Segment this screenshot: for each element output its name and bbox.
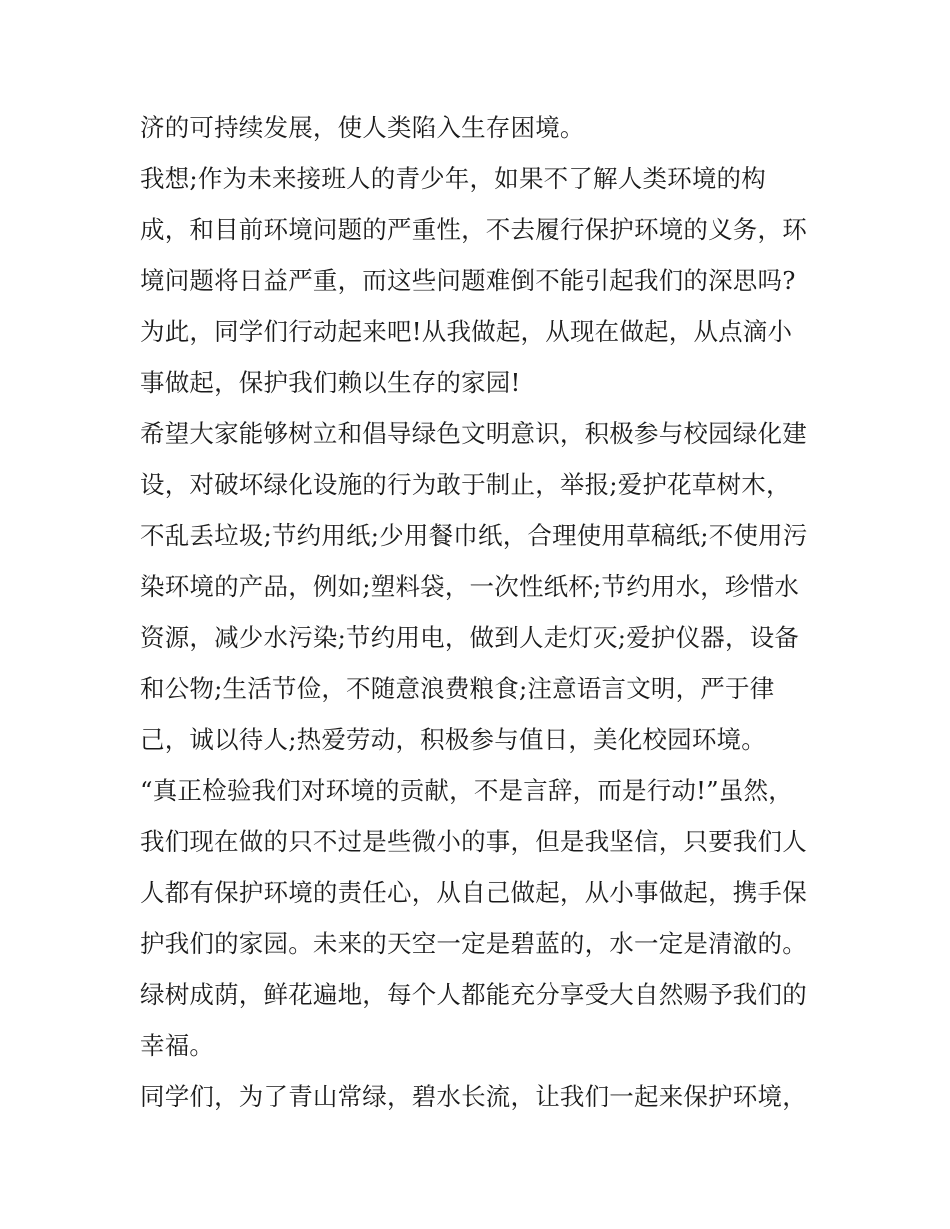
text-line-11: 资源，减少水污染;节约用电，做到人走灯灭;爱护仪器，设备	[140, 623, 800, 652]
text-line-4: 境问题将日益严重，而这些问题难倒不能引起我们的深思吗?	[140, 266, 796, 295]
text-line-15: 我们现在做的只不过是些微小的事，但是我坚信，只要我们人	[140, 827, 807, 856]
text-line-20: 同学们，为了青山常绿，碧水长流，让我们一起来保护环境，	[140, 1082, 807, 1111]
text-line-17: 护我们的家园。未来的天空一定是碧蓝的，水一定是清澈的。	[140, 929, 807, 958]
text-line-14: “真正检验我们对环境的贡献，不是言辞，而是行动!”虽然，	[140, 776, 793, 805]
text-line-9: 不乱丢垃圾;节约用纸;少用餐巾纸，合理使用草稿纸;不使用污	[140, 521, 808, 550]
text-line-1: 济的可持续发展，使人类陷入生存困境。	[140, 113, 585, 142]
text-line-8: 设，对破坏绿化设施的行为敢于制止，举报;爱护花草树木，	[140, 470, 791, 499]
text-line-10: 染环境的产品，例如;塑料袋，一次性纸杯;节约用水，珍惜水	[140, 572, 800, 601]
text-line-16: 人都有保护环境的责任心，从自己做起，从小事做起，携手保	[140, 878, 807, 907]
text-line-5: 为此，同学们行动起来吧!从我做起，从现在做起，从点滴小	[140, 317, 793, 346]
text-line-7: 希望大家能够树立和倡导绿色文明意识，积极参与校园绿化建	[140, 419, 807, 448]
text-line-12: 和公物;生活节俭，不随意浪费粮食;注意语言文明，严于律	[140, 674, 775, 703]
text-line-2: 我想;作为未来接班人的青少年，如果不了解人类环境的构	[140, 164, 766, 193]
text-line-13: 己，诚以待人;热爱劳动，积极参与值日，美化校园环境。	[140, 725, 766, 754]
text-line-18: 绿树成荫，鲜花遍地，每个人都能充分享受大自然赐予我们的	[140, 980, 807, 1009]
text-line-3: 成，和目前环境问题的严重性，不去履行保护环境的义务，环	[140, 215, 807, 244]
text-line-6: 事做起，保护我们赖以生存的家园!	[140, 368, 521, 397]
text-line-19: 幸福。	[140, 1031, 215, 1060]
